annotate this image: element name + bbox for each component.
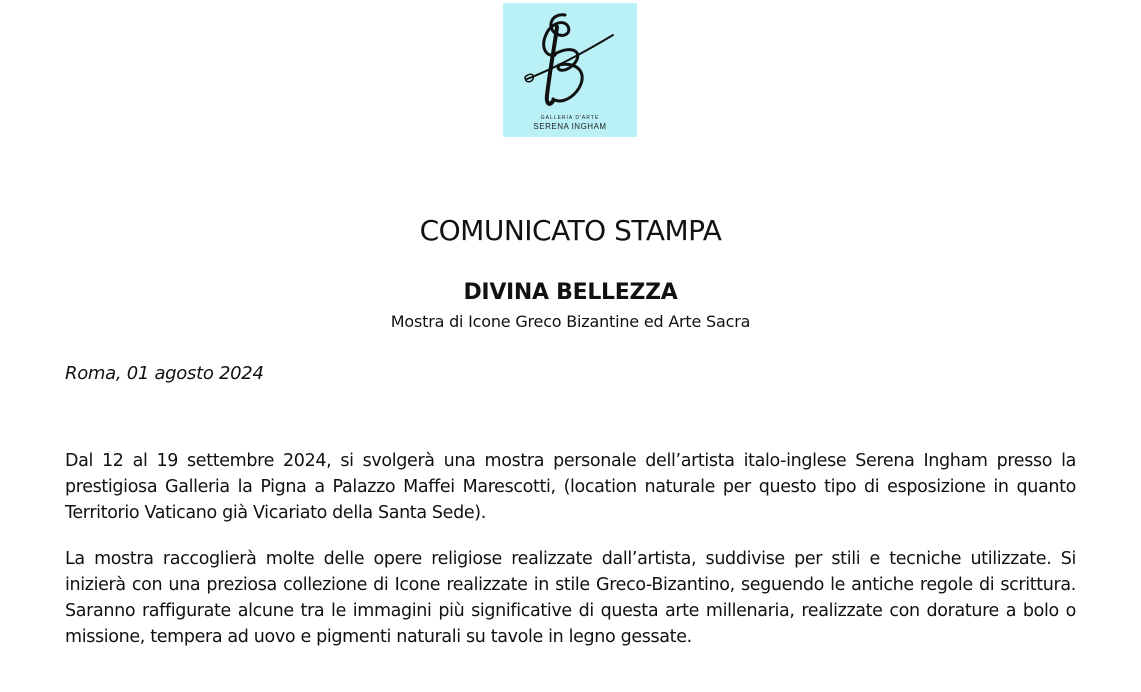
logo-gallery-text: GALLERIA D'ARTE	[540, 115, 600, 121]
body-paragraph: La mostra raccoglierà molte delle opere religiose realizzate dall’artista, suddivise per stili e tecniche utilizzate. Si inizierà con una preziosa collezione di Icone realizzate in stile Greco-Bizantino, seguendo le antiche regole di scrittura. Saranno raffigurate alcune tra le immagini più significative di questa arte millenaria, realizzate con dorature a bolo o missione, tempera ad uovo e pigmenti naturali su tavole in legno gessate.	[65, 549, 1076, 647]
document-title: DIVINA BELLEZZA	[463, 280, 678, 305]
document-heading: COMUNICATO STAMPA	[419, 214, 722, 247]
gallery-logo	[503, 3, 637, 137]
body-paragraph: Dal 12 al 19 settembre 2024, si svolgerà una mostra personale dell’artista italo-inglese Serena Ingham presso la prestigiosa Galleria la Pigna a Palazzo Maffei Marescotti, (location naturale per questo tipo di esposizione in quanto Territorio Vaticano già Vicariato della Santa Sede).	[65, 451, 1076, 523]
dateline: Roma, 01 agosto 2024	[65, 363, 264, 384]
logo-artist-name: SERENA INGHAM	[533, 122, 607, 131]
document-subtitle: Mostra di Icone Greco Bizantine ed Arte Sacra	[390, 312, 751, 331]
